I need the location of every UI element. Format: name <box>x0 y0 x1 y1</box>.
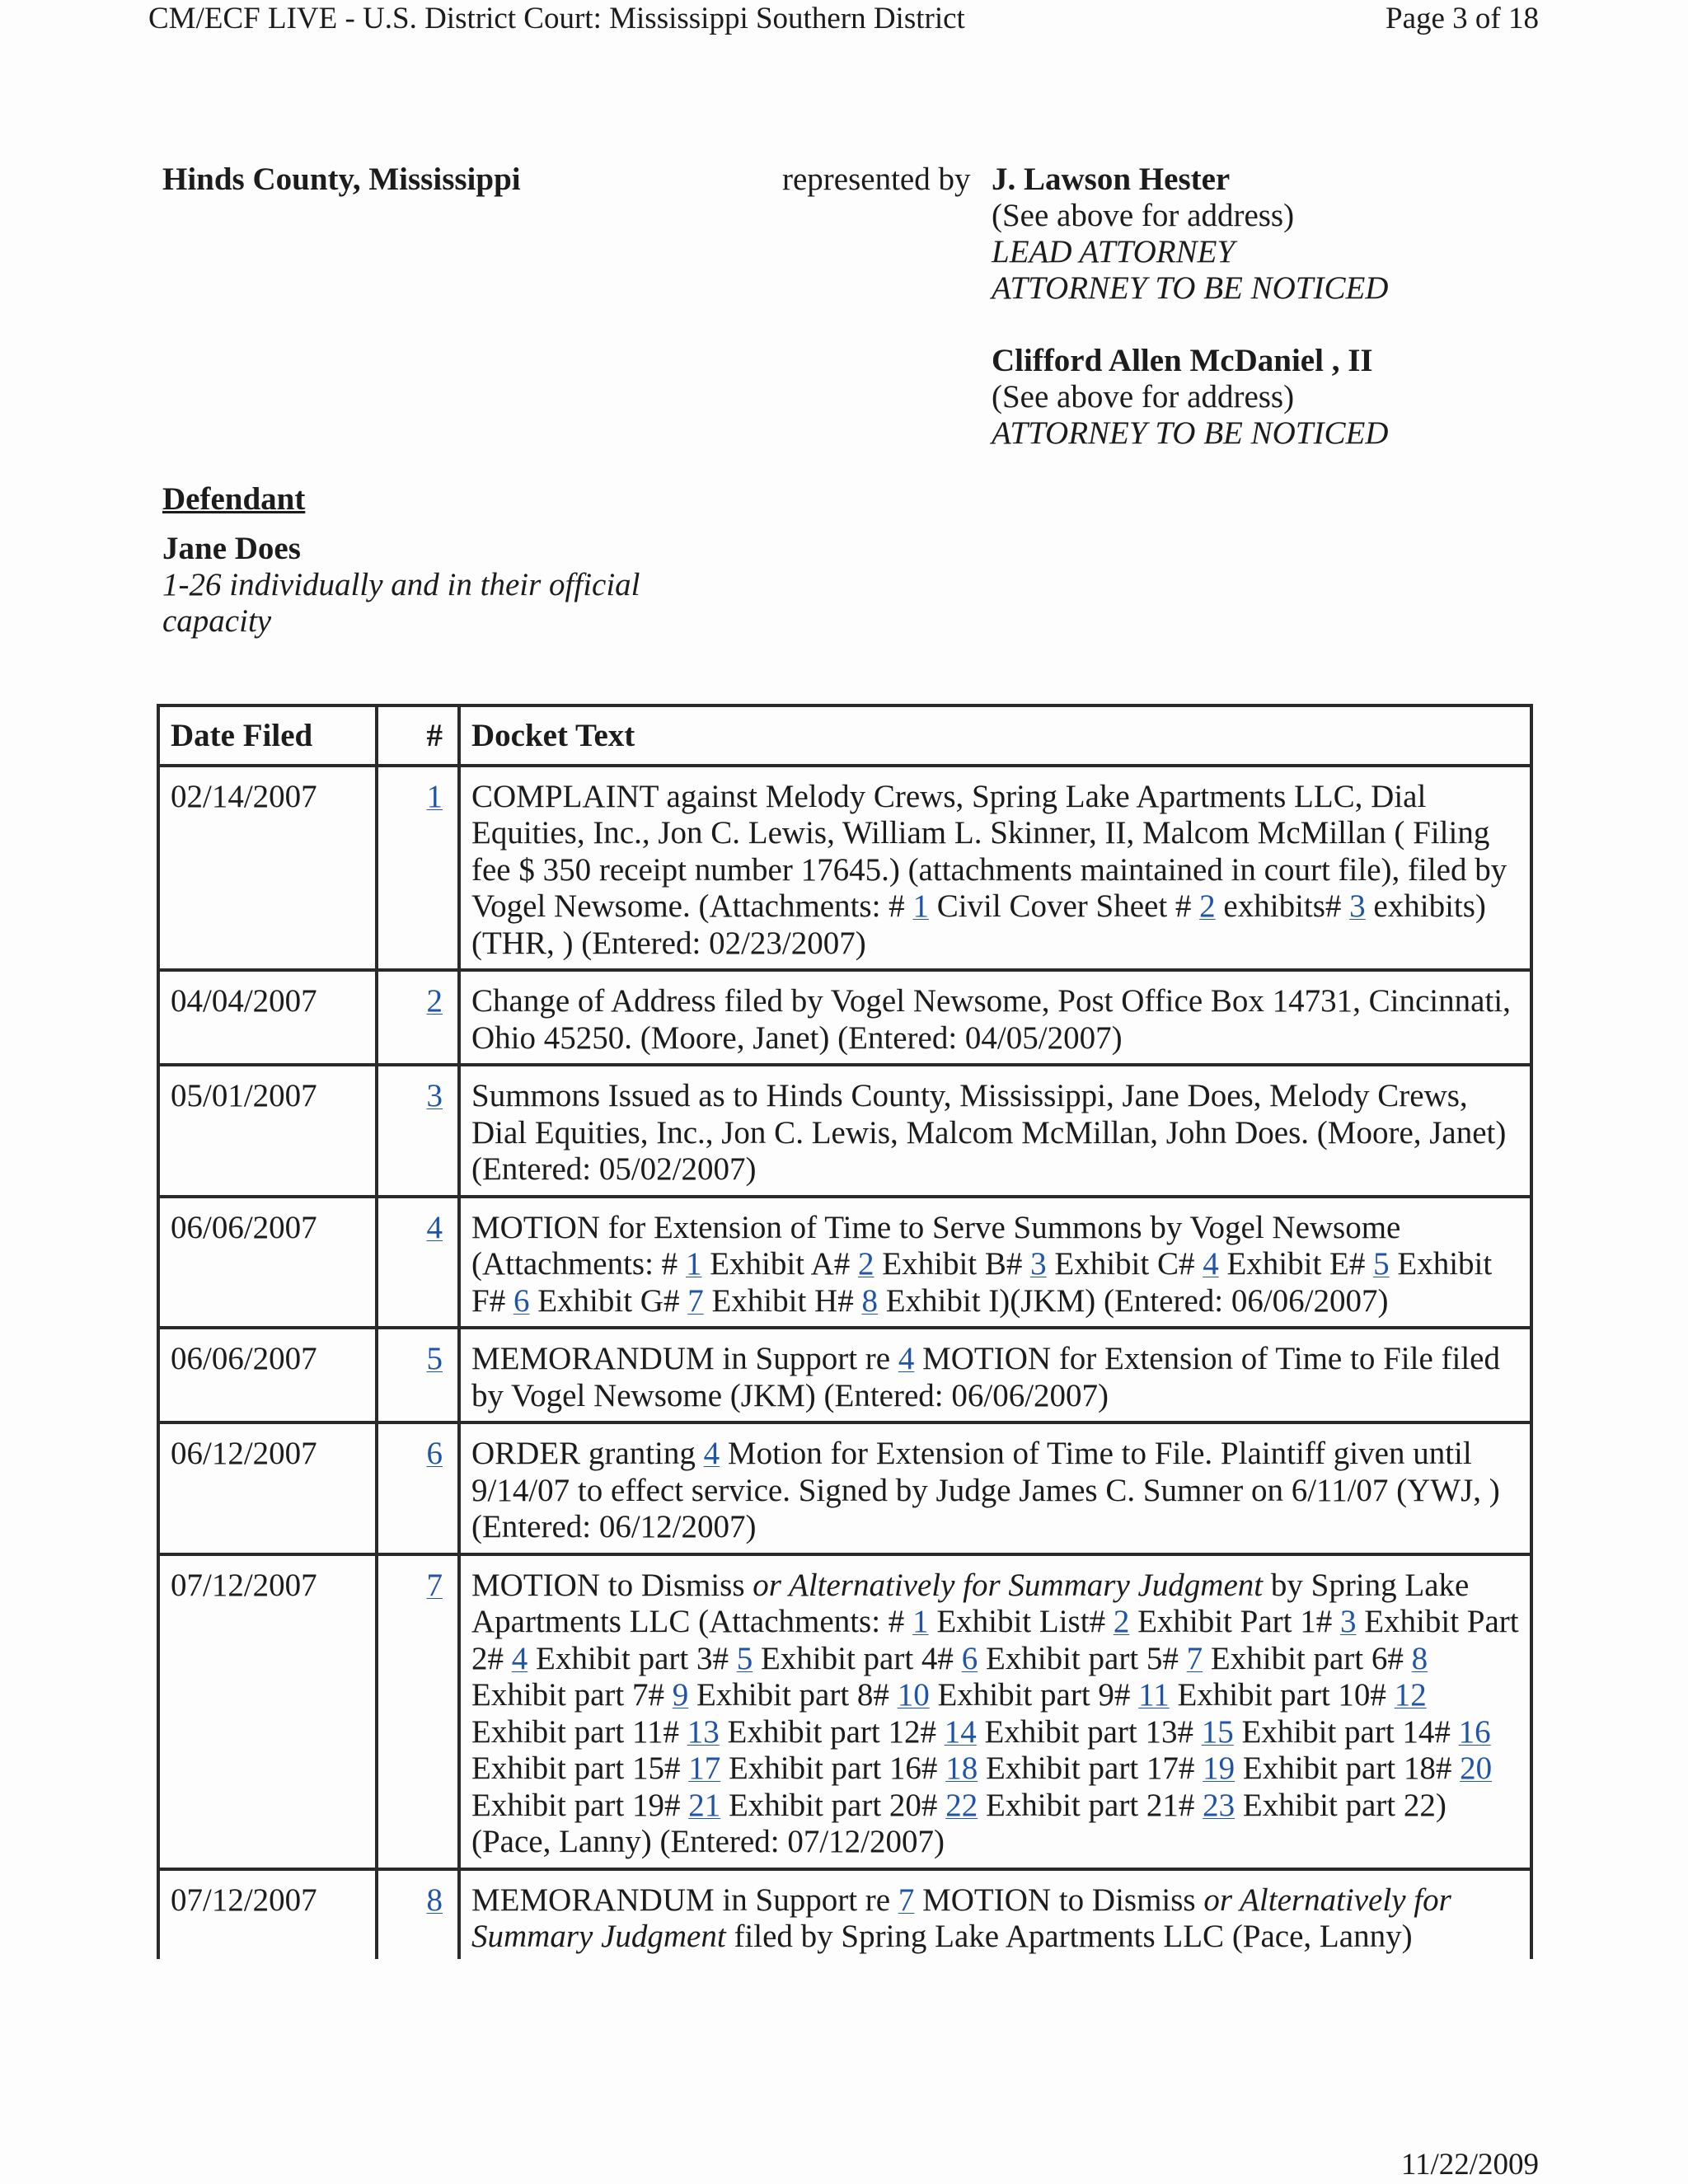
docket-text-segment: Exhibit H# <box>703 1282 862 1319</box>
attachment-link[interactable]: 7 <box>687 1282 704 1319</box>
defendant-description: 1-26 individually and in their official <box>162 567 640 602</box>
footer-date: 11/22/2009 <box>1400 2148 1539 2182</box>
attorney-spacer <box>992 307 1388 343</box>
docket-text-segment: Exhibit part 7# <box>471 1677 673 1713</box>
docket-text-segment: Exhibit part 22)(Pace, Lanny) (Entered: 07/12/2007) <box>471 1787 1447 1859</box>
docket-row <box>158 1422 1531 1554</box>
attachment-link[interactable]: 4 <box>511 1640 528 1676</box>
docket-text-segment: Exhibit part 12# <box>719 1713 945 1750</box>
docket-text-segment: exhibits# <box>1215 888 1350 924</box>
docket-text-segment: Summons Issued as to Hinds County, Mississippi, Jane Does, Melody Crews, Dial Equities, Inc., Jon C. Lewis, Malcom McMillan, John Does. (Moore, Janet) (Entered: 05/02/2007) <box>471 1078 1507 1187</box>
attachment-link[interactable]: 7 <box>898 1882 915 1918</box>
docket-number-cell <box>377 1065 459 1197</box>
docket-text-segment: Exhibit part 21# <box>978 1787 1203 1823</box>
attachment-link[interactable]: 1 <box>912 1604 929 1639</box>
defendant-label: Defendant <box>162 481 306 517</box>
attachment-link[interactable]: 3 <box>1339 1604 1357 1639</box>
attachment-link[interactable]: 1 <box>912 888 929 924</box>
attachment-link[interactable]: 5 <box>1373 1246 1390 1282</box>
docket-text-segment: Exhibit Part 1# <box>1129 1604 1340 1639</box>
docket-text <box>459 970 1531 1065</box>
represented-by-label: represented by <box>782 162 971 197</box>
docket-number-link[interactable]: 6 <box>426 1436 443 1471</box>
docket-text-segment: MOTION for Extension of Time to Serve Summons by Vogel Newsome (Attachments: # <box>471 1209 1401 1282</box>
attorney-address-note: (See above for address) <box>992 379 1295 415</box>
docket-number-cell <box>377 1869 459 1959</box>
attachment-link[interactable]: 22 <box>945 1787 978 1823</box>
docket-text-segment: Exhibit part 4# <box>753 1640 962 1676</box>
attorney-name: Clifford Allen McDaniel , II <box>992 343 1373 378</box>
docket-text-segment: Exhibit part 8# <box>688 1677 898 1713</box>
attachment-link[interactable]: 10 <box>897 1677 930 1713</box>
column-header-docket-text: Docket Text <box>459 705 1531 766</box>
docket-text-segment: Motion for Extension of Time to File. Plaintiff given until 9/14/07 to effect service. Signed by Judge James C. Sumner on 6/11/07 (YWJ, ) (Entered: 06/12/2007) <box>471 1436 1500 1544</box>
docket-number-link[interactable]: 5 <box>426 1341 443 1376</box>
docket-text-segment: Exhibit part 15# <box>471 1750 689 1786</box>
column-header-number: # <box>377 705 459 766</box>
docket-text-segment: exhibits)(THR, ) (Entered: 02/23/2007) <box>471 888 1486 961</box>
docket-text-segment: Exhibit part 17# <box>978 1750 1203 1786</box>
docket-text-segment: filed by Spring Lake Apartments LLC (Pace, Lanny) <box>725 1919 1413 1954</box>
docket-text-segment: Exhibit List# <box>928 1604 1114 1639</box>
docket-date: 05/01/2007 <box>158 1065 377 1197</box>
docket-row <box>158 766 1531 971</box>
docket-text-segment: MOTION to Dismiss <box>471 1567 753 1603</box>
docket-date: 06/06/2007 <box>158 1328 377 1422</box>
attachment-link[interactable]: 8 <box>861 1282 878 1319</box>
docket-text-segment: Exhibit E# <box>1218 1246 1374 1282</box>
docket-text-segment: Exhibit part 16# <box>720 1750 946 1786</box>
attachment-link[interactable]: 9 <box>672 1677 689 1713</box>
docket-text <box>459 1554 1531 1869</box>
docket-text-italic: or Alternatively for Summary Judgment <box>753 1567 1264 1603</box>
docket-date: 02/14/2007 <box>158 766 377 971</box>
docket-text <box>459 766 1531 971</box>
attorney-address-note: (See above for address) <box>992 198 1295 233</box>
docket-text-segment: by Spring Lake Apartments LLC (Attachments: # <box>471 1567 1470 1639</box>
attachment-link[interactable]: 8 <box>1411 1640 1428 1676</box>
attachment-link[interactable]: 23 <box>1203 1787 1236 1823</box>
attachment-link[interactable]: 20 <box>1460 1750 1493 1786</box>
docket-text-segment: Exhibit Part 2# <box>471 1604 1519 1676</box>
attorney-role: ATTORNEY TO BE NOTICED <box>992 415 1389 451</box>
docket-text-segment: Exhibit part 20# <box>720 1787 946 1823</box>
attachment-link[interactable]: 16 <box>1458 1713 1491 1750</box>
attachment-link[interactable]: 2 <box>858 1246 874 1282</box>
party-name: Hinds County, Mississippi <box>162 162 521 197</box>
attorney-role: ATTORNEY TO BE NOTICED <box>992 270 1389 306</box>
docket-text <box>459 1197 1531 1329</box>
attachment-link[interactable]: 3 <box>1349 888 1366 924</box>
docket-number-cell <box>377 970 459 1065</box>
attorney-role: LEAD ATTORNEY <box>992 234 1236 269</box>
attachment-link[interactable]: 4 <box>898 1341 915 1376</box>
docket-text-segment: Civil Cover Sheet # <box>928 888 1200 924</box>
attorney-name: J. Lawson Hester <box>992 162 1231 197</box>
attachment-link[interactable]: 2 <box>1113 1604 1130 1639</box>
docket-date: 06/06/2007 <box>158 1197 377 1329</box>
docket-text-segment: Exhibit part 6# <box>1203 1640 1412 1676</box>
docket-number-cell <box>377 1554 459 1869</box>
docket-text-segment: Exhibit part 19# <box>471 1787 689 1823</box>
docket-number-cell <box>377 766 459 971</box>
attachment-link[interactable]: 6 <box>961 1640 978 1676</box>
docket-number-link[interactable]: 4 <box>426 1209 443 1245</box>
docket-date: 06/12/2007 <box>158 1422 377 1554</box>
page-number-label: Page 3 of 18 <box>1386 2 1539 35</box>
docket-table <box>157 704 1533 1959</box>
docket-text-segment: Exhibit A# <box>701 1246 859 1282</box>
docket-body <box>158 766 1531 1959</box>
docket-row <box>158 1554 1531 1869</box>
attachment-link[interactable]: 3 <box>1030 1246 1047 1282</box>
attorney-entry <box>992 343 1388 452</box>
attachment-link[interactable]: 4 <box>1203 1246 1219 1282</box>
docket-number-link[interactable]: 3 <box>426 1078 443 1113</box>
attachment-link[interactable]: 11 <box>1138 1677 1170 1713</box>
docket-text <box>459 1869 1531 1959</box>
docket-text-segment: Exhibit part 5# <box>978 1640 1187 1676</box>
attachment-link[interactable]: 5 <box>736 1640 753 1676</box>
docket-text-segment: Exhibit part 9# <box>929 1677 1139 1713</box>
docket-date: 07/12/2007 <box>158 1869 377 1959</box>
defendant-description: capacity <box>162 603 272 639</box>
docket-text-segment: Exhibit part 18# <box>1235 1750 1461 1786</box>
docket-text-segment: COMPLAINT against Melody Crews, Spring Lake Apartments LLC, Dial Equities, Inc., Jon C. Lewis, William L. Skinner, II, Malcom McMillan ( Filing fee $ 350 receipt number 17645.) (attachments maintained in court file), filed by Vogel Newsome. (Attachments: # <box>471 778 1507 924</box>
docket-text-segment: Exhibit B# <box>874 1246 1031 1282</box>
docket-text-segment: Exhibit part 10# <box>1169 1677 1395 1713</box>
docket-text-italic: or Alternatively for Summary Judgment <box>471 1882 1451 1954</box>
docket-text-segment: MEMORANDUM in Support re <box>471 1882 898 1918</box>
docket-number-link[interactable]: 2 <box>426 983 443 1019</box>
docket-text-segment: Exhibit G# <box>529 1282 688 1319</box>
docket-text-segment: MEMORANDUM in Support re <box>471 1341 898 1376</box>
attachment-link[interactable]: 1 <box>685 1246 702 1282</box>
attachment-link[interactable]: 2 <box>1199 888 1216 924</box>
docket-text-segment: Exhibit I)(JKM) (Entered: 06/06/2007) <box>877 1282 1389 1319</box>
defendant-name: Jane Does <box>162 531 301 566</box>
attachment-link[interactable]: 7 <box>1186 1640 1203 1676</box>
attachment-link[interactable]: 19 <box>1203 1750 1236 1786</box>
party-section <box>162 162 521 198</box>
attachment-link[interactable]: 4 <box>703 1436 720 1471</box>
docket-number-cell <box>377 1328 459 1422</box>
docket-number-cell <box>377 1422 459 1554</box>
docket-header-row <box>158 705 1531 766</box>
docket-text-segment: MOTION to Dismiss <box>914 1882 1204 1918</box>
docket-row <box>158 970 1531 1065</box>
docket-text-segment: Exhibit part 3# <box>528 1640 737 1676</box>
docket-row <box>158 1869 1531 1959</box>
docket-text-segment: Exhibit F# <box>471 1246 1493 1319</box>
docket-date: 04/04/2007 <box>158 970 377 1065</box>
docket-number-cell <box>377 1197 459 1329</box>
attachment-link[interactable]: 6 <box>513 1282 530 1319</box>
docket-text <box>459 1065 1531 1197</box>
attorney-list <box>992 162 1388 452</box>
attachment-link[interactable]: 13 <box>687 1713 720 1750</box>
docket-row <box>158 1065 1531 1197</box>
page-header-title: CM/ECF LIVE - U.S. District Court: Mississippi Southern District <box>148 2 965 35</box>
docket-number-link[interactable]: 1 <box>426 778 443 814</box>
attorney-entry <box>992 162 1388 307</box>
attachment-link[interactable]: 12 <box>1394 1677 1427 1713</box>
attachment-link[interactable]: 18 <box>945 1750 978 1786</box>
docket-text-segment: Exhibit part 13# <box>976 1713 1202 1750</box>
docket-date: 07/12/2007 <box>158 1554 377 1869</box>
docket-text-segment: ORDER granting <box>471 1436 704 1471</box>
docket-number-link[interactable]: 7 <box>426 1567 443 1603</box>
docket-number-link[interactable]: 8 <box>426 1882 443 1918</box>
column-header-date: Date Filed <box>158 705 377 766</box>
docket-text-segment: Exhibit C# <box>1046 1246 1203 1282</box>
docket-text-segment: Exhibit part 14# <box>1233 1713 1459 1750</box>
docket-text <box>459 1328 1531 1422</box>
docket-text <box>459 1422 1531 1554</box>
attachment-link[interactable]: 15 <box>1201 1713 1234 1750</box>
attachment-link[interactable]: 21 <box>688 1787 721 1823</box>
docket-text-segment: Change of Address filed by Vogel Newsome, Post Office Box 14731, Cincinnati, Ohio 45250. (Moore, Janet) (Entered: 04/05/2007) <box>471 983 1511 1056</box>
docket-text-segment: Exhibit part 11# <box>471 1713 687 1750</box>
docket-row <box>158 1197 1531 1329</box>
defendant-section <box>162 481 640 640</box>
attachment-link[interactable]: 17 <box>688 1750 721 1786</box>
docket-text-segment: MOTION for Extension of Time to File filed by Vogel Newsome (JKM) (Entered: 06/06/2007) <box>471 1341 1500 1413</box>
docket-row <box>158 1328 1531 1422</box>
attachment-link[interactable]: 14 <box>944 1713 977 1750</box>
